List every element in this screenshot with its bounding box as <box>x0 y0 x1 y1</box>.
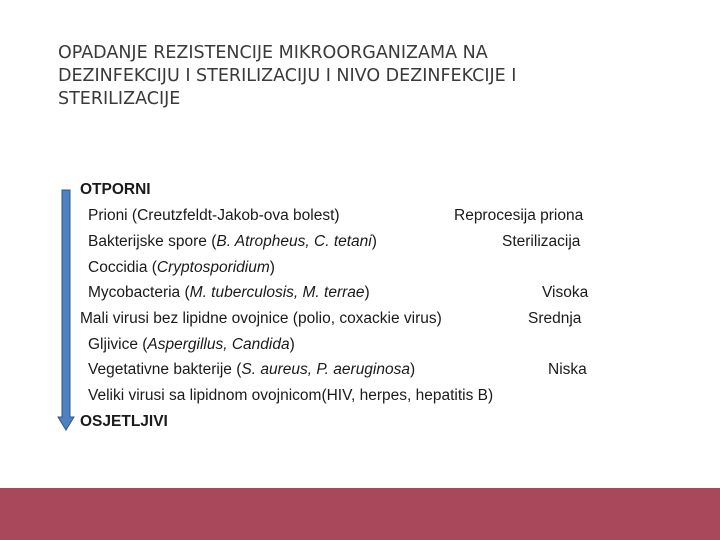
level-sterilizacija: Sterilizacija <box>502 233 581 250</box>
title-line-2: DEZINFEKCIJU I STERILIZACIJU I NIVO DEZINFEKCIJE I <box>58 66 517 86</box>
title-line-3: STERILIZACIJE <box>58 89 181 109</box>
list-item: Mycobacteria (M. tuberculosis, M. terrae) <box>88 284 370 301</box>
list-item: Coccidia (Cryptosporidium) <box>88 259 275 276</box>
level-visoka: Visoka <box>542 284 589 301</box>
footer-bar <box>0 488 720 540</box>
label-osjetljivi: OSJETLJIVI <box>80 413 168 430</box>
level-reprocesija-priona: Reprocesija priona <box>454 207 584 224</box>
list-item: Gljivice (Aspergillus, Candida) <box>88 336 295 353</box>
label-otporni: OTPORNI <box>80 181 151 198</box>
list-item: Vegetativne bakterije (S. aureus, P. aeruginosa) <box>88 361 416 378</box>
list-item: Prioni (Creutzfeldt-Jakob-ova bolest) <box>88 207 340 224</box>
level-srednja: Srednja <box>528 310 582 327</box>
list-item: Bakterijske spore (B. Atropheus, C. tetani) <box>88 233 377 250</box>
title-line-1: OPADANJE REZISTENCIJE MIKROORGANIZAMA NA <box>58 43 488 63</box>
level-niska: Niska <box>548 361 587 378</box>
list-item: Mali virusi bez lipidne ovojnice (polio, coxackie virus) <box>80 310 442 327</box>
list-item: Veliki virusi sa lipidnom ovojnicom(HIV, herpes, hepatitis B) <box>88 387 494 404</box>
